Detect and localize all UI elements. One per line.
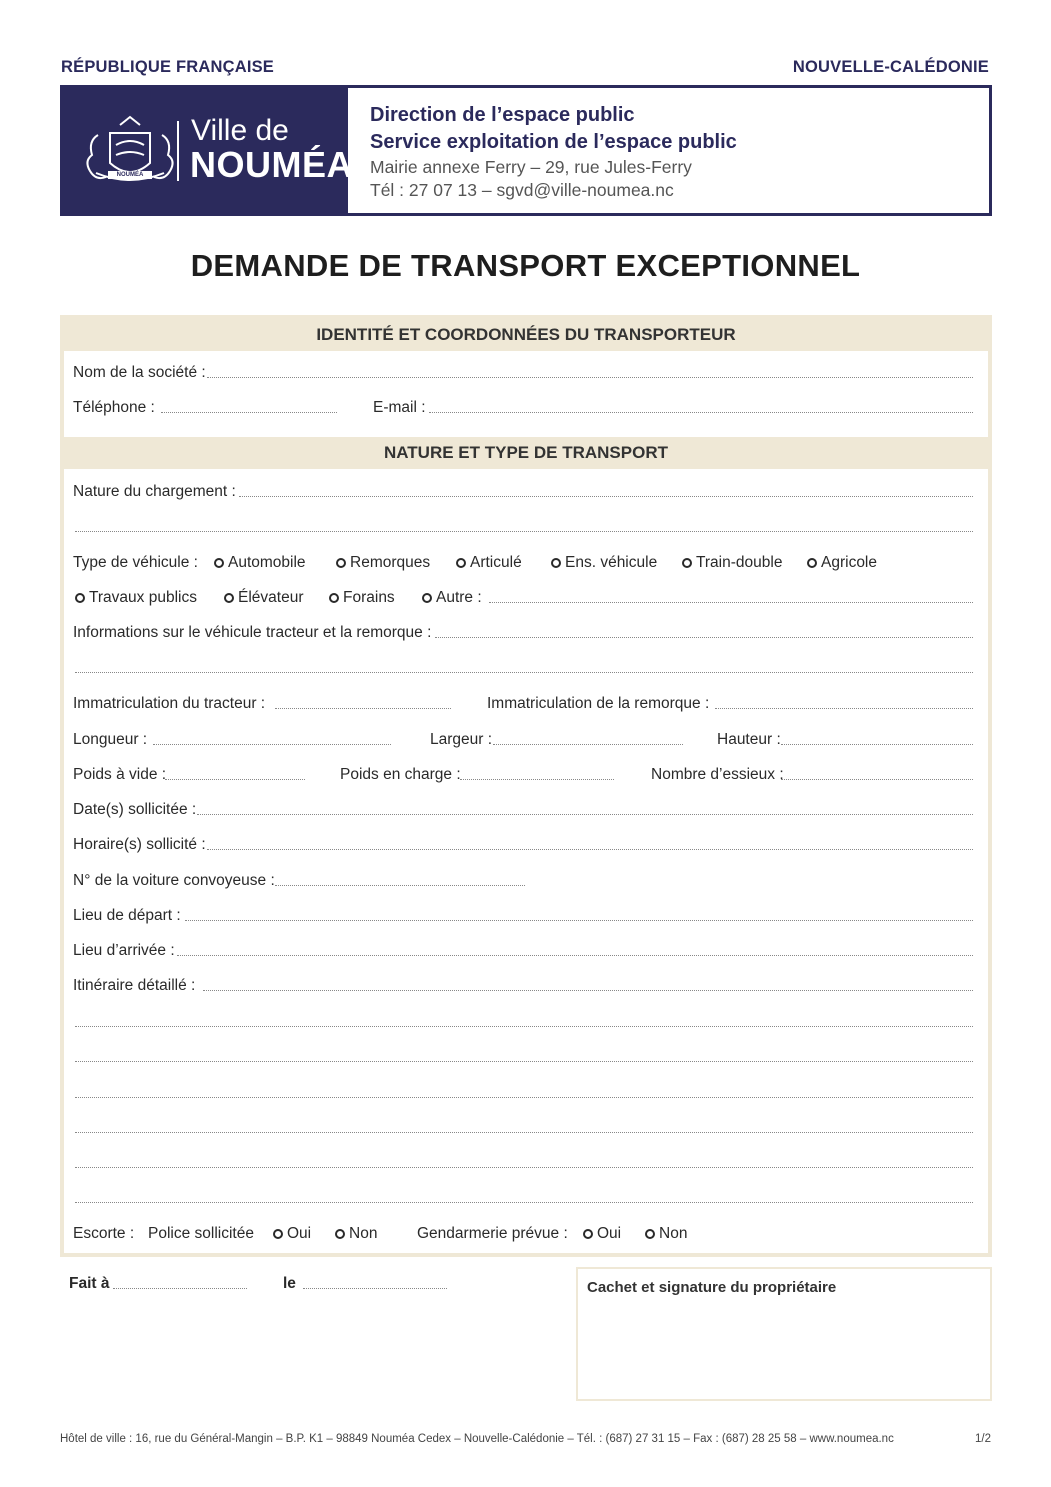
field-voiture-convoyeuse[interactable]: N° de la voiture convoyeuse : <box>73 870 973 892</box>
input-line[interactable] <box>113 1288 247 1289</box>
radio-icon[interactable] <box>682 558 692 568</box>
input-line[interactable] <box>75 1061 973 1062</box>
input-line[interactable] <box>715 708 973 709</box>
service-contact: Tél : 27 07 13 – sgvd@ville-noumea.nc <box>370 180 674 200</box>
radio-icon[interactable] <box>551 558 561 568</box>
service-name: Service exploitation de l’espace public <box>370 131 737 153</box>
republique-label: RÉPUBLIQUE FRANÇAISE <box>61 58 275 76</box>
option-police-non[interactable]: Non <box>335 1223 377 1245</box>
signature-box[interactable] <box>576 1267 992 1401</box>
section-heading-identite: IDENTITÉ ET COORDONNÉES DU TRANSPORTEUR <box>64 319 988 351</box>
input-line[interactable] <box>207 377 973 378</box>
input-line[interactable] <box>435 637 973 638</box>
input-line[interactable] <box>75 531 973 532</box>
input-line[interactable] <box>460 779 614 780</box>
field-nature-cont[interactable] <box>73 516 973 538</box>
field-infos-vehicule[interactable]: Informations sur le véhicule tracteur et la remorque : <box>73 622 973 644</box>
option-autre[interactable]: Autre : <box>422 587 482 609</box>
input-line[interactable] <box>203 990 973 991</box>
radio-icon[interactable] <box>422 593 432 603</box>
direction-name: Direction de l’espace public <box>370 104 635 126</box>
input-line[interactable] <box>75 1097 973 1098</box>
option-elevateur[interactable]: Élévateur <box>224 587 303 609</box>
input-line[interactable] <box>165 779 305 780</box>
radio-icon[interactable] <box>645 1229 655 1239</box>
input-line[interactable] <box>239 496 973 497</box>
field-telephone-email[interactable]: Téléphone : E-mail : <box>73 397 973 419</box>
radio-icon[interactable] <box>273 1229 283 1239</box>
input-line[interactable] <box>185 920 973 921</box>
seal-text: NOUMÉA <box>116 172 144 178</box>
input-line[interactable] <box>429 412 973 413</box>
field-infos-vehicule-cont[interactable] <box>73 657 973 679</box>
field-itineraire-cont[interactable] <box>73 1046 973 1068</box>
field-itineraire-cont[interactable] <box>73 1117 973 1139</box>
radio-icon[interactable] <box>214 558 224 568</box>
option-agricole[interactable]: Agricole <box>807 552 877 574</box>
input-line[interactable] <box>197 814 973 815</box>
input-line[interactable] <box>75 1026 973 1027</box>
signature-label: Cachet et signature du propriétaire <box>587 1279 837 1296</box>
field-poids[interactable]: Poids à vide : Poids en charge : Nombre d’essieux : <box>73 764 973 786</box>
field-dates[interactable]: Date(s) sollicitée : <box>73 799 973 821</box>
radio-icon[interactable] <box>335 1229 345 1239</box>
service-info <box>348 85 992 216</box>
option-articule[interactable]: Articulé <box>456 552 522 574</box>
region-label: NOUVELLE-CALÉDONIE <box>792 58 989 76</box>
logo-line1: Ville de <box>191 114 289 147</box>
option-police-oui[interactable]: Oui <box>273 1223 311 1245</box>
field-itineraire-cont[interactable] <box>73 1082 973 1104</box>
input-line[interactable] <box>75 1202 973 1203</box>
input-line[interactable] <box>275 885 525 886</box>
radio-icon[interactable] <box>75 593 85 603</box>
input-line[interactable] <box>781 779 973 780</box>
field-itineraire-cont[interactable] <box>73 1187 973 1209</box>
input-line[interactable] <box>161 412 337 413</box>
input-line[interactable] <box>75 672 973 673</box>
field-dimensions[interactable]: Longueur : Largeur : Hauteur : <box>73 729 973 751</box>
field-lieu-depart[interactable]: Lieu de départ : <box>73 905 973 927</box>
input-line[interactable] <box>153 744 391 745</box>
option-automobile[interactable]: Automobile <box>214 552 306 574</box>
option-train-double[interactable]: Train-double <box>682 552 782 574</box>
radio-icon[interactable] <box>329 593 339 603</box>
input-line[interactable] <box>303 1288 447 1289</box>
input-line[interactable] <box>493 744 683 745</box>
field-horaires[interactable]: Horaire(s) sollicité : <box>73 834 973 856</box>
input-line[interactable] <box>781 744 973 745</box>
radio-icon[interactable] <box>807 558 817 568</box>
field-type-vehicule-2[interactable] <box>73 587 973 609</box>
input-line[interactable] <box>75 1132 973 1133</box>
input-line[interactable] <box>275 708 451 709</box>
radio-icon[interactable] <box>336 558 346 568</box>
field-lieu-arrivee[interactable]: Lieu d’arrivée : <box>73 940 973 962</box>
option-travaux-publics[interactable]: Travaux publics <box>75 587 197 609</box>
input-line[interactable] <box>75 1167 973 1168</box>
input-line[interactable] <box>177 955 973 956</box>
option-ens-vehicule[interactable]: Ens. véhicule <box>551 552 657 574</box>
field-itineraire-cont[interactable] <box>73 1152 973 1174</box>
letterhead <box>60 85 992 216</box>
service-address: Mairie annexe Ferry – 29, rue Jules-Ferry <box>370 157 692 177</box>
option-forains[interactable]: Forains <box>329 587 395 609</box>
radio-icon[interactable] <box>583 1229 593 1239</box>
page-number: 1/2 <box>975 1433 991 1445</box>
input-line[interactable] <box>489 602 973 603</box>
form-box <box>60 315 992 1257</box>
radio-icon[interactable] <box>224 593 234 603</box>
field-fait-a[interactable]: Fait à le <box>69 1273 469 1295</box>
logo-line2: NOUMÉA <box>190 144 353 185</box>
option-gendarmerie-oui[interactable]: Oui <box>583 1223 621 1245</box>
footer-address: Hôtel de ville : 16, rue du Général-Mangin – B.P. K1 – 98849 Nouméa Cedex – Nouvelle-Calédonie – Tél. : (687) 27 31 15 – Fax : (687) 28 25 58 – www.noumea.nc <box>60 1433 894 1445</box>
field-nature[interactable]: Nature du chargement : <box>73 481 973 503</box>
city-logo <box>60 85 353 216</box>
field-societe[interactable]: Nom de la société : <box>73 362 973 384</box>
option-remorques[interactable]: Remorques <box>336 552 430 574</box>
input-line[interactable] <box>207 849 973 850</box>
field-type-vehicule[interactable]: Type de véhicule : Automobile Remorques Articulé Ens. véhicule Train-double Agricole <box>73 552 973 574</box>
option-gendarmerie-non[interactable]: Non <box>645 1223 687 1245</box>
field-escorte[interactable]: Escorte : Police sollicitée Oui Non Gendarmerie prévue : Oui Non <box>73 1223 973 1245</box>
section-heading-nature: NATURE ET TYPE DE TRANSPORT <box>64 437 988 469</box>
field-itineraire[interactable]: Itinéraire détaillé : <box>73 975 973 997</box>
field-immatriculations[interactable]: Immatriculation du tracteur : Immatriculation de la remorque : <box>73 693 973 715</box>
radio-icon[interactable] <box>456 558 466 568</box>
field-itineraire-cont[interactable] <box>73 1011 973 1033</box>
page-title: DEMANDE DE TRANSPORT EXCEPTIONNEL <box>190 248 861 283</box>
